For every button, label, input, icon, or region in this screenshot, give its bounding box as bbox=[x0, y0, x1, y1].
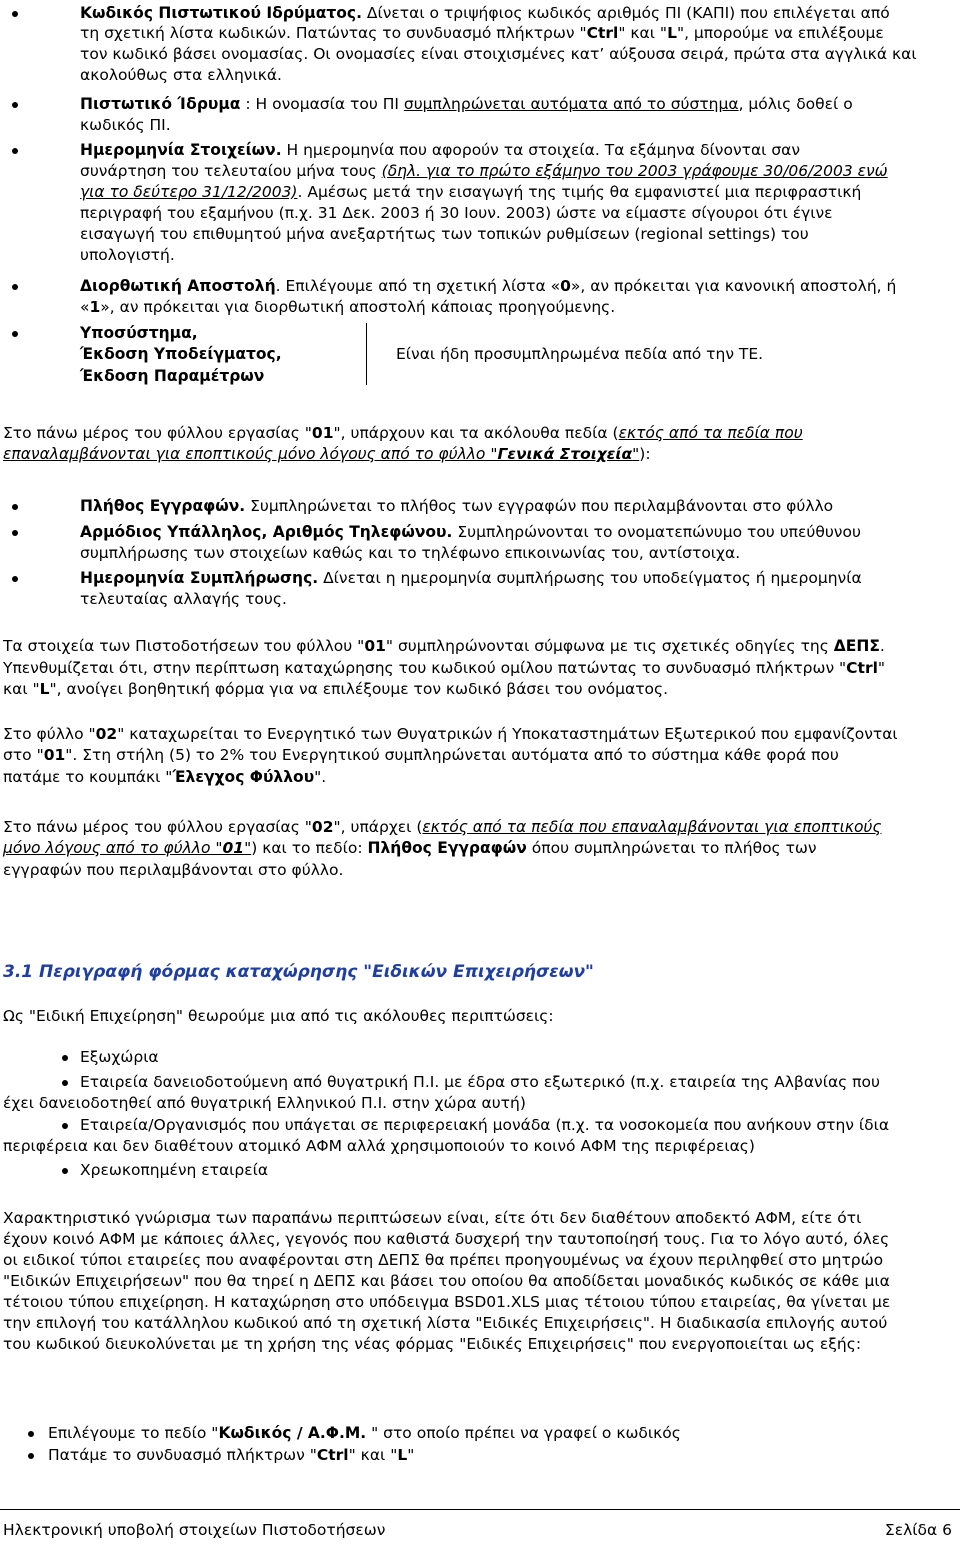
bullet-line: Ημερομηνία Στοιχείων. Η ημερομηνία που αφορούν τα στοιχεία. Τα εξάμηνα δίνονται σαν bbox=[80, 141, 801, 159]
paragraph-line: οι ειδικοί τύποι εταιρείες που αναφέρονται στη ΔΕΠΣ θα πρέπει προηγουμένως να έχουν περιληφθεί στο μητρώο bbox=[3, 1251, 884, 1269]
bullet-line: Πιστωτικό Ίδρυμα : Η ονομασία του ΠΙ συμπληρώνεται αυτόματα από το σύστημα, μόλις δοθεί ο bbox=[80, 95, 853, 113]
paragraph-line: τέτοιου τύπου επιχείρηση. Η καταχώρηση στο υπόδειγμα BSD01.XLS μιας τέτοιου τύπου εταιρείας, θα γίνεται με bbox=[3, 1293, 891, 1311]
bullet-line: «1», αν πρόκειται για διορθωτική αποστολή κάποιας προηγούμενης. bbox=[80, 298, 616, 316]
bullet-line: τον κωδικό βάσει ονομασίας. Οι ονομασίες είναι στοιχισμένες κατ’ αύξουσα σειρά, πρώτα στα αγγλικά και bbox=[80, 45, 917, 63]
case-line: Εταιρεία δανειοδοτούμενη από θυγατρική Π.Ι. με έδρα στο εξωτερικό (π.χ. εταιρεία της Αλβανίας που bbox=[80, 1073, 880, 1091]
bullet-dot bbox=[12, 331, 18, 337]
bullet-line: συμπλήρωσης των στοιχείων καθώς και το τηλέφωνο επικοινωνίας του, αντίστοιχα. bbox=[80, 544, 741, 562]
case-line: Εταιρεία/Οργανισμός που υπάγεται σε περιφερειακή μονάδα (π.χ. τα νοσοκομεία που ανήκουν στην ίδια bbox=[80, 1116, 890, 1134]
bullet-line: για το δεύτερο 31/12/2003). Αμέσως μετά την εισαγωγή της τιμής θα εμφανιστεί μια περιφραστική bbox=[80, 183, 862, 201]
bullet-line: Διορθωτική Αποστολή. Επιλέγουμε από τη σχετική λίστα «0», αν πρόκειται για κανονική αποστολή, ή bbox=[80, 277, 897, 295]
step-line: Πατάμε το συνδυασμό πλήκτρων "Ctrl" και "L" bbox=[48, 1446, 415, 1464]
bullet-dot bbox=[12, 576, 18, 582]
bullet-line: κωδικός ΠΙ. bbox=[80, 116, 171, 134]
prefilled-note: Είναι ήδη προσυμπληρωμένα πεδία από την ΤΕ. bbox=[396, 345, 764, 363]
paragraph-line: εγγραφών που περιλαμβάνονται στο φύλλο. bbox=[3, 861, 344, 879]
brace-divider bbox=[366, 323, 367, 385]
bullet-dot bbox=[12, 102, 18, 108]
bullet-line: συνάρτηση του τελευταίου μήνα τους (δηλ. για το πρώτο εξάμηνο του 2003 γράφουμε 30/06/2003 ενώ bbox=[80, 162, 888, 180]
bullet-dot bbox=[62, 1123, 68, 1129]
bullet-dot bbox=[12, 284, 18, 290]
paragraph-line: Τα στοιχεία των Πιστοδοτήσεων του φύλλου "01" συμπληρώνονται σύμφωνα με τις σχετικές οδηγίες της ΔΕΠΣ. bbox=[3, 637, 885, 655]
paragraph-line: επαναλαμβάνονται για εποπτικούς μόνο λόγους από το φύλλο "Γενικά Στοιχεία"): bbox=[3, 445, 651, 463]
step-line: Επιλέγουμε το πεδίο "Κωδικός / Α.Φ.Μ. " στο οποίο πρέπει να γραφεί ο κωδικός bbox=[48, 1424, 681, 1442]
bullet-dot bbox=[12, 530, 18, 536]
bullet-line: Πλήθος Εγγραφών. Συμπληρώνεται το πλήθος των εγγραφών που περιλαμβάνονται στο φύλλο bbox=[80, 497, 834, 515]
bullet-line: τελευταίας αλλαγής τους. bbox=[80, 590, 287, 608]
case-line: Εξωχώρια bbox=[80, 1048, 159, 1066]
bullet-dot bbox=[28, 1453, 34, 1459]
field-name-subsystem: Υποσύστημα, bbox=[80, 324, 198, 342]
case-line: Χρεωκοπημένη εταιρεία bbox=[80, 1161, 269, 1179]
paragraph-line: και "L", ανοίγει βοηθητική φόρμα για να επιλέξουμε τον κωδικό βάσει του ονόματος. bbox=[3, 680, 669, 698]
case-line: έχει δανειοδοτηθεί από θυγατρική Ελληνικού Π.Ι. στην χώρα αυτή) bbox=[3, 1094, 526, 1112]
field-name-date: Ημερομηνία Στοιχείων. bbox=[80, 141, 282, 159]
paragraph-line: του κωδικού διευκολύνεται με τη χρήση της νέας φόρμας "Ειδικές Επιχειρήσεις" που ενεργοποιείται ως εξής: bbox=[3, 1335, 862, 1353]
paragraph-line: την επιλογή του κατάλληλου κωδικού από τη σχετική λίστα "Ειδικές Επιχειρήσεις". Η διαδικασία επιλογής αυτού bbox=[3, 1314, 888, 1332]
paragraph-line: πατάμε το κουμπάκι "Έλεγχος Φύλλου". bbox=[3, 768, 327, 786]
bullet-line: τη σχετική λίστα κωδικών. Πατώντας το συνδυασμό πλήκτρων "Ctrl" και "L", μπορούμε να επιλέξουμε bbox=[80, 24, 884, 42]
bullet-dot bbox=[28, 1431, 34, 1437]
bullet-dot bbox=[12, 148, 18, 154]
paragraph-line: "Ειδικών Επιχειρήσεων" που θα τηρεί η ΔΕΠΣ και βάσει του οποίου θα αποδίδεται μοναδικός κωδικός σε κάθε μια bbox=[3, 1272, 890, 1290]
field-name-parameters-version: Έκδοση Παραμέτρων bbox=[80, 367, 265, 385]
footer-rule bbox=[0, 1509, 960, 1510]
bullet-line: ακολούθως στα ελληνικά. bbox=[80, 66, 282, 84]
bullet-line: Κωδικός Πιστωτικού Ιδρύματος. Δίνεται ο τριψήφιος κωδικός αριθμός ΠΙ (ΚΑΠΙ) που επιλέγεται από bbox=[80, 4, 890, 22]
paragraph-line: Στο πάνω μέρος του φύλλου εργασίας "02", υπάρχει (εκτός από τα πεδία που επαναλαμβάνονται για εποπτικούς bbox=[3, 818, 882, 836]
field-name-bank-code: Κωδικός Πιστωτικού Ιδρύματος. bbox=[80, 4, 362, 22]
paragraph-line: έχουν κοινό ΑΦΜ με κάποιες άλλες, γεγονός που καθιστά δυσχερή την ταυτοποίησή τους. Για το λόγο αυτό, όλες bbox=[3, 1230, 890, 1248]
section-heading: 3.1 Περιγραφή φόρμας καταχώρησης "Ειδικών Επιχειρήσεων" bbox=[3, 962, 594, 982]
paragraph-line: Στο πάνω μέρος του φύλλου εργασίας "01", υπάρχουν και τα ακόλουθα πεδία (εκτός από τα πεδία που bbox=[3, 424, 803, 442]
bullet-line: εισαγωγή του επιθυμητού μήνα ανεξαρτήτως των τοπικών ρυθμίσεων (regional settings) του bbox=[80, 225, 809, 243]
footer-title: Ηλεκτρονική υποβολή στοιχείων Πιστοδοτήσεων bbox=[3, 1521, 386, 1539]
bullet-line: υπολογιστή. bbox=[80, 246, 175, 264]
paragraph-line: Στο φύλλο "02" καταχωρείται το Ενεργητικό των Θυγατρικών ή Υποκαταστημάτων Εξωτερικού που εμφανίζονται bbox=[3, 725, 898, 743]
field-name-template-version: Έκδοση Υποδείγματος, bbox=[80, 345, 282, 363]
bullet-dot bbox=[62, 1055, 68, 1061]
bullet-dot bbox=[12, 11, 18, 17]
field-name-bank: Πιστωτικό Ίδρυμα bbox=[80, 95, 241, 113]
section-intro: Ως "Ειδική Επιχείρηση" θεωρούμε μια από τις ακόλουθες περιπτώσεις: bbox=[3, 1007, 554, 1025]
bullet-line: Ημερομηνία Συμπλήρωσης. Δίνεται η ημερομηνία συμπλήρωσης του υποδείγματος ή ημερομηνία bbox=[80, 569, 862, 587]
field-name-correction: Διορθωτική Αποστολή bbox=[80, 277, 276, 295]
case-line: περιφέρεια και δεν διαθέτουν ατομικό ΑΦΜ αλλά χρησιμοποιούν το κοινό ΑΦΜ της περιφέρειας) bbox=[3, 1137, 755, 1155]
bullet-line: περιγραφή του εξαμήνου (π.χ. 31 Δεκ. 2003 ή 30 Ιουν. 2003) ώστε να είμαστε σίγουροι ότι έγινε bbox=[80, 204, 833, 222]
bullet-dot bbox=[62, 1168, 68, 1174]
page-number: Σελίδα 6 bbox=[884, 1521, 952, 1539]
bullet-dot bbox=[62, 1080, 68, 1086]
paragraph-line: μόνο λόγους από το φύλλο "01") και το πεδίο: Πλήθος Εγγραφών όπου συμπληρώνεται το πλήθος των bbox=[3, 839, 817, 857]
bullet-line: Αρμόδιος Υπάλληλος, Αριθμός Τηλεφώνου. Συμπληρώνονται το ονοματεπώνυμο του υπεύθυνου bbox=[80, 523, 861, 541]
bullet-dot bbox=[12, 504, 18, 510]
paragraph-line: Χαρακτηριστικό γνώρισμα των παραπάνω περιπτώσεων είναι, είτε ότι δεν διαθέτουν αποδεκτό ΑΦΜ, είτε ότι bbox=[3, 1209, 862, 1227]
paragraph-line: Υπενθυμίζεται ότι, στην περίπτωση καταχώρησης του κωδικού ομίλου πατώντας το συνδυασμό πλήκτρων "Ctrl" bbox=[3, 659, 886, 677]
paragraph-line: στο "01". Στη στήλη (5) το 2% του Ενεργητικού συμπληρώνεται αυτόματα από το σύστημα κάθε φορά που bbox=[3, 746, 839, 764]
